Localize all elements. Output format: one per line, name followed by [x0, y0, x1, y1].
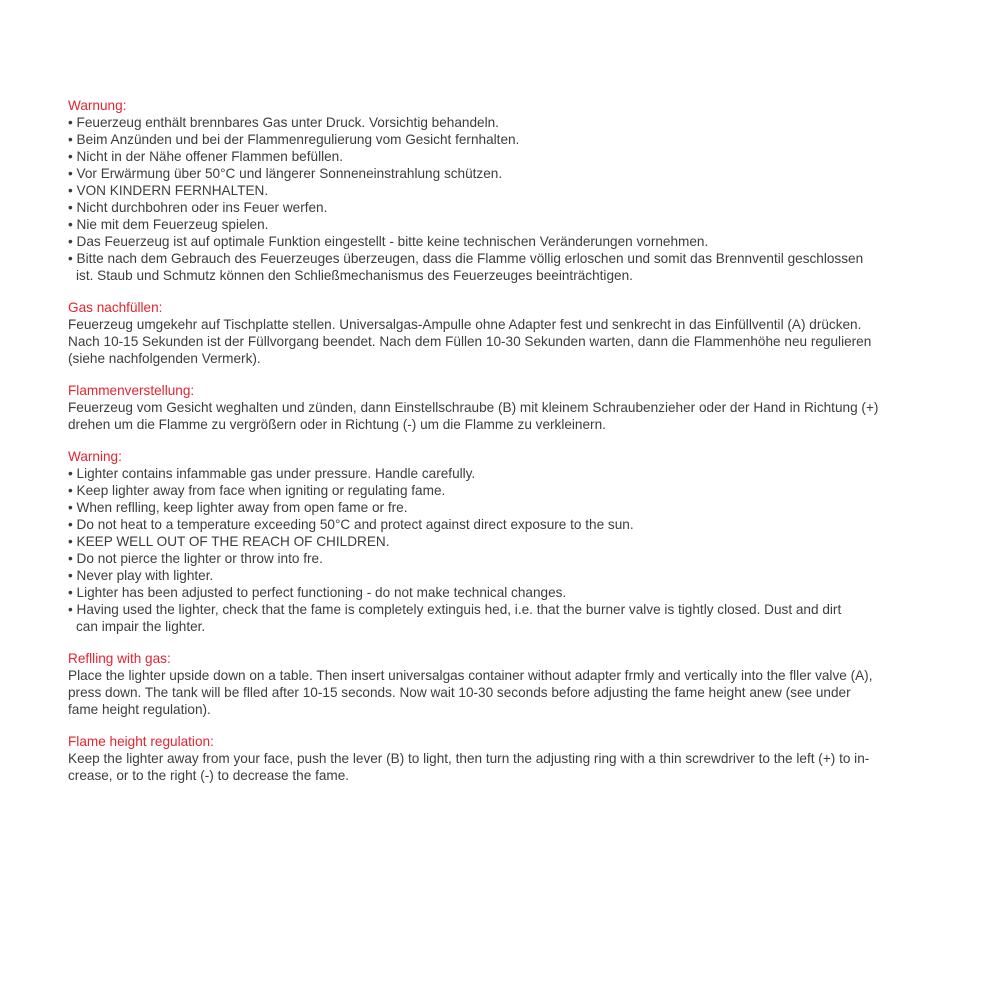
text-line: • Lighter has been adjusted to perfect functioning - do not make technical changes. — [68, 585, 567, 600]
text-line: ist. Staub und Schmutz können den Schließmechanismus des Feuerzeuges beeinträchtigen. — [76, 268, 633, 283]
section-warnung-de — [68, 97, 960, 284]
text-line: • VON KINDERN FERNHALTEN. — [68, 183, 269, 198]
text-line: • Das Feuerzeug ist auf optimale Funktion eingestellt - bitte keine technischen Veränderungen vornehmen. — [68, 234, 709, 249]
text-line: (siehe nachfolgenden Vermerk). — [68, 351, 261, 366]
text-line: • Do not heat to a temperature exceeding 50°C and protect against direct exposure to the sun. — [68, 517, 634, 532]
section-heading-warning-en: Warning: — [68, 449, 122, 464]
text-line: fame height regulation). — [68, 702, 211, 717]
section-flame-height-regulation — [68, 733, 960, 784]
text-line: crease, or to the right (-) to decrease the fame. — [68, 768, 350, 783]
text-line: can impair the lighter. — [76, 619, 206, 634]
text-line: Place the lighter upside down on a table. Then insert universalgas container without adapter frmly and vertically into the fller valve (A), — [68, 668, 873, 683]
text-line: • Nie mit dem Feuerzeug spielen. — [68, 217, 269, 232]
section-gas-nachfuellen — [68, 299, 960, 367]
section-flammenverstellung — [68, 382, 960, 433]
section-heading-flammenverstellung: Flammenverstellung: — [68, 383, 195, 398]
text-line: • KEEP WELL OUT OF THE REACH OF CHILDREN. — [68, 534, 390, 549]
text-line: • Lighter contains infammable gas under pressure. Handle carefully. — [68, 466, 476, 481]
text-line: • Keep lighter away from face when igniting or regulating fame. — [68, 483, 446, 498]
text-line: • Never play with lighter. — [68, 568, 214, 583]
text-line: • Beim Anzünden und bei der Flammenregulierung vom Gesicht fernhalten. — [68, 132, 520, 147]
section-heading-refilling-with-gas: Reflling with gas: — [68, 651, 171, 666]
text-line: press down. The tank will be flled after 10-15 seconds. Now wait 10-30 seconds before adjusting the fame height anew (see under — [68, 685, 851, 700]
section-heading-gas-nachfuellen: Gas nachfüllen: — [68, 300, 163, 315]
text-line: drehen um die Flamme zu vergrößern oder in Richtung (-) um die Flamme zu verkleinern. — [68, 417, 606, 432]
section-heading-warnung-de: Warnung: — [68, 98, 127, 113]
text-line: Feuerzeug umgekehr auf Tischplatte stellen. Universalgas-Ampulle ohne Adapter fest und senkrecht in das Einfüllventil (A) drücken. — [68, 317, 862, 332]
text-line: • Having used the lighter, check that the fame is completely extinguis hed, i.e. that the burner valve is tightly closed. Dust and dirt — [68, 602, 842, 617]
text-line: • Vor Erwärmung über 50°C und längerer Sonneneinstrahlung schützen. — [68, 166, 503, 181]
text-line: • Bitte nach dem Gebrauch des Feuerzeuges überzeugen, dass die Flamme völlig erloschen und somit das Brennventil geschlossen — [68, 251, 864, 266]
section-warning-en — [68, 448, 960, 635]
text-line: Nach 10-15 Sekunden ist der Füllvorgang beendet. Nach dem Füllen 10-30 Sekunden warten, dann die Flammenhöhe neu regulieren — [68, 334, 872, 349]
section-refilling-with-gas — [68, 650, 960, 718]
text-line: • When reflling, keep lighter away from open fame or fre. — [68, 500, 408, 515]
text-line: • Nicht durchbohren oder ins Feuer werfen. — [68, 200, 328, 215]
text-line: • Do not pierce the lighter or throw into fre. — [68, 551, 323, 566]
text-line: Feuerzeug vom Gesicht weghalten und zünden, dann Einstellschraube (B) mit kleinem Schraubenzieher oder der Hand in Richtung (+) — [68, 400, 879, 415]
section-heading-flame-height-regulation: Flame height regulation: — [68, 734, 214, 749]
text-line: • Feuerzeug enthält brennbares Gas unter Druck. Vorsichtig behandeln. — [68, 115, 499, 130]
text-line: • Nicht in der Nähe offener Flammen befüllen. — [68, 149, 344, 164]
text-line: Keep the lighter away from your face, push the lever (B) to light, then turn the adjusting ring with a thin screwdriver to the left (+) to in- — [68, 751, 870, 766]
